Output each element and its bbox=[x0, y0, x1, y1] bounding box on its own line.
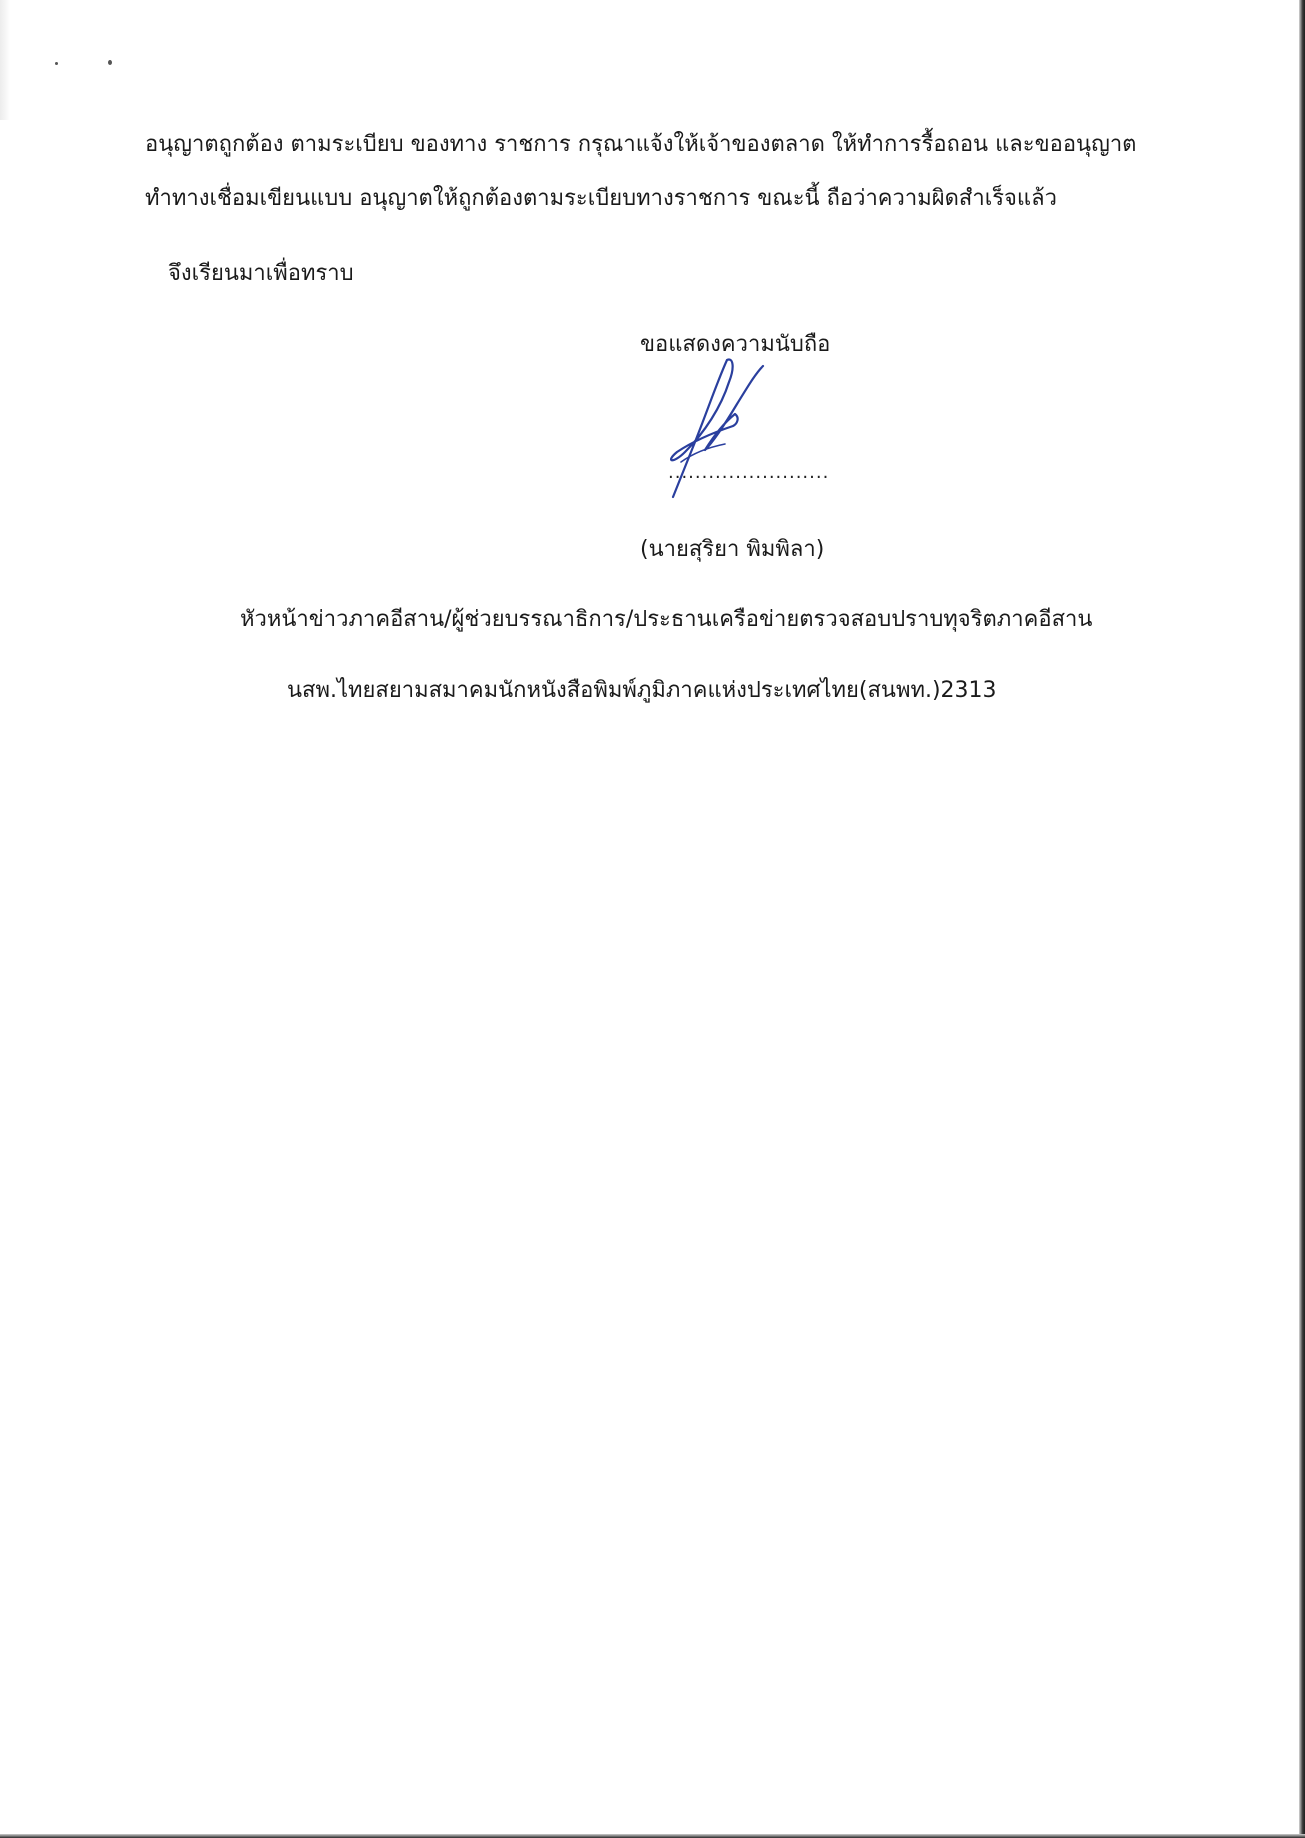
regards-line: ขอแสดงความนับถือ bbox=[640, 332, 831, 357]
signer-organization: นสพ.ไทยสยามสมาคมนักหนังสือพิมพ์ภูมิภาคแห่งประเทศไทย(สนพท.)2313 bbox=[287, 678, 997, 703]
signer-name: (นายสุริยา พิมพิลา) bbox=[640, 537, 825, 562]
scan-right-edge bbox=[1299, 0, 1305, 1838]
scan-speck bbox=[108, 60, 112, 65]
body-line-1: อนุญาตถูกต้อง ตามระเบียบ ของทาง ราชการ กรุณาแจ้งให้เจ้าของตลาด ให้ทำการรื้อถอน และขออนุญาต bbox=[145, 132, 1137, 157]
signature-dotted-line: ........................ bbox=[668, 462, 830, 483]
scan-speck bbox=[55, 62, 58, 65]
closing-sentence: จึงเรียนมาเพื่อทราบ bbox=[168, 261, 354, 286]
signer-position: หัวหน้าข่าวภาคอีสาน/ผู้ช่วยบรรณาธิการ/ประธานเครือข่ายตรวจสอบปราบทุจริตภาคอีสาน bbox=[240, 607, 1093, 632]
body-line-2: ทำทางเชื่อมเขียนแบบ อนุญาตให้ถูกต้องตามระเบียบทางราชการ ขณะนี้ ถือว่าความผิดสำเร็จแล้ว bbox=[145, 186, 1057, 211]
scan-left-shadow bbox=[0, 0, 10, 120]
scan-bottom-edge bbox=[0, 1834, 1305, 1838]
